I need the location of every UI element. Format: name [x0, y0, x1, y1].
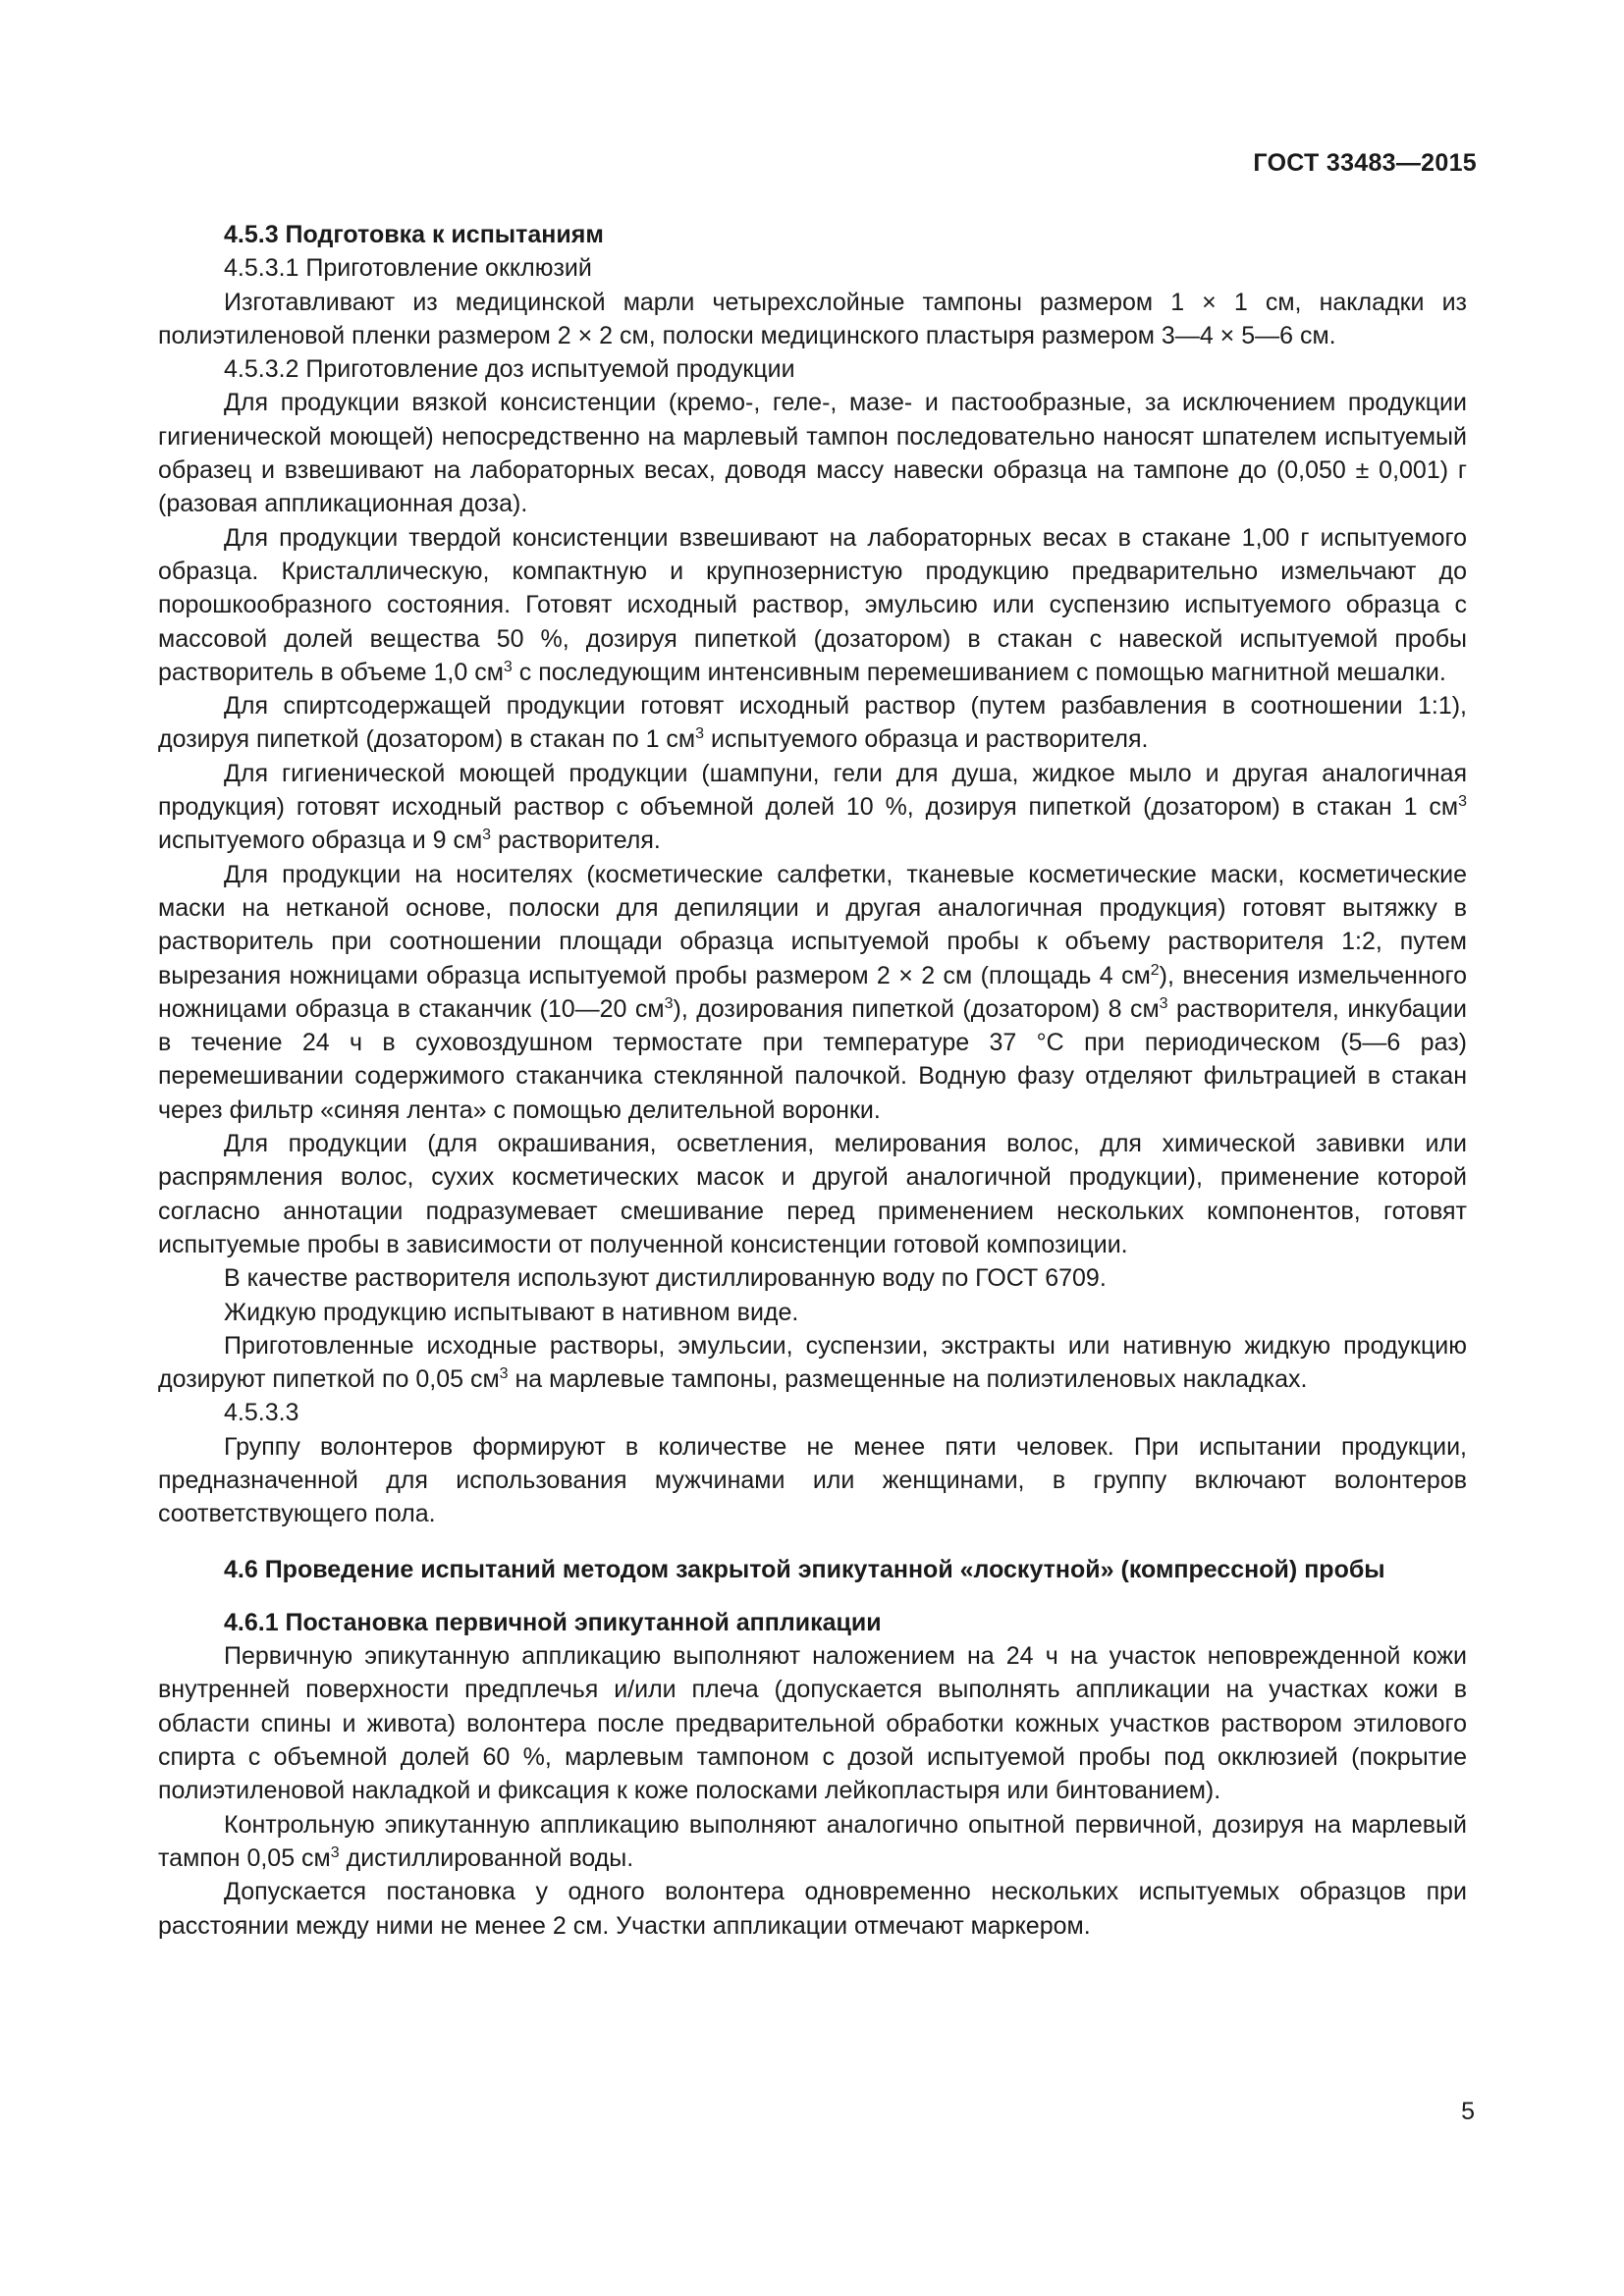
paragraph: Для продукции твердой консистенции взвешивают на лабораторных весах в стакане 1,00 г испытуемого образца. Кристаллическую, компактную и крупнозернистую продукцию предварительно измельчают до порошкообразного состояния. Готовят исходный раствор, эмульсию или суспензию испытуемого образца с массовой долей вещества 50 %, дозируя пипеткой (дозатором) в стакан с навеской испытуемой пробы растворитель в объеме 1,0 $см^3$ с последующим интенсивным перемешиванием с помощью магнитной мешалки. — [158, 523, 1467, 686]
paragraph: Жидкую продукцию испытывают в нативном виде. — [224, 1298, 799, 1326]
paragraph: Допускается постановка у одного волонтера одновременно нескольких испытуемых образцов при расстоянии между ними не менее 2 см. Участки аппликации отмечают маркером. — [158, 1878, 1467, 1940]
paragraph: 4.5.3.3 — [224, 1399, 299, 1427]
paragraph: Первичную эпикутанную аппликацию выполняют наложением на 24 ч на участок неповрежденной кожи внутренней поверхности предплечья и/или плеча (допускается выполнять аппликации на участках кожи в области спины и живота) волонтера после предварительной обработки кожных участков раствором этилового спирта с объемной долей 60 %, марлевым тампоном с дозой испытуемой пробы под окклюзией (покрытие полиэтиленовой накладкой и фиксация к коже полосками лейкопластыря или бинтованием). — [158, 1642, 1467, 1805]
subsection-heading: 4.6.1 Постановка первичной эпикутанной аппликации — [224, 1608, 882, 1636]
paragraph: Контрольную эпикутанную аппликацию выполняют аналогично опытной первичной, дозируя на марлевый тампон 0,05 $см^3$ дистиллированной воды. — [158, 1810, 1467, 1872]
paragraph: 4.5.3.1 Приготовление окклюзий — [224, 254, 592, 283]
document-code: ГОСТ 33483—2015 — [1253, 149, 1477, 177]
paragraph: Группу волонтеров формируют в количестве не менее пяти человек. При испытании продукции, предназначенной для использования мужчинами или женщинами, в группу включают волонтеров соответствующего пола. — [158, 1432, 1467, 1528]
paragraph: 4.5.3.2 Приготовление доз испытуемой продукции — [224, 355, 795, 384]
subsection-heading: 4.5.3 Подготовка к испытаниям — [224, 221, 604, 248]
section-heading: 4.6 Проведение испытаний методом закрытой эпикутанной «лоскутной» (компрессной) пробы — [224, 1555, 1385, 1583]
paragraph: Приготовленные исходные растворы, эмульсии, суспензии, экстракты или нативную жидкую продукцию дозируют пипеткой по 0,05 $см^3$ на марлевые тампоны, размещенные на полиэтиленовых накладках. — [158, 1331, 1467, 1394]
page-number: 5 — [1461, 2098, 1475, 2125]
document-body — [158, 218, 1467, 1943]
paragraph: Для продукции вязкой консистенции (кремо-, геле-, мазе- и пастообразные, за исключением продукции гигиенической моющей) непосредственно на марлевый тампон последовательно наносят шпателем испытуемый образец и взвешивают на лабораторных весах, доводя массу навески образца на тампоне до (0,050 ± 0,001) г (разовая аппликационная доза). — [158, 389, 1467, 518]
paragraph: Для продукции (для окрашивания, осветления, мелирования волос, для химической завивки или распрямления волос, сухих косметических масок и другой аналогичной продукции), применение которой согласно аннотации подразумевает смешивание перед применением нескольких компонентов, готовят испытуемые пробы в зависимости от полученной консистенции готовой композиции. — [158, 1130, 1467, 1258]
paragraph: Изготавливают из медицинской марли четырехслойные тампоны размером 1 × 1 см, накладки из полиэтиленовой пленки размером 2 × 2 см, полоски медицинского пластыря размером 3—4 × 5—6 см. — [158, 288, 1467, 349]
paragraph: В качестве растворителя используют дистиллированную воду по ГОСТ 6709. — [224, 1264, 1107, 1293]
paragraph: Для спиртсодержащей продукции готовят исходный раствор (путем разбавления в соотношении 1:1), дозируя пипеткой (дозатором) в стакан по 1 $см^3$ испытуемого образца и растворителя. — [158, 692, 1467, 754]
paragraph: Для гигиенической моющей продукции (шампуни, гели для душа, жидкое мыло и другая аналогичная продукция) готовят исходный раствор с объемной долей 10 %, дозируя пипеткой (дозатором) в стакан 1 $см^3$ испытуемого образца и 9 $см^3$ растворителя. — [158, 759, 1467, 855]
paragraph: Для продукции на носителях (косметические салфетки, тканевые косметические маски, косметические маски на нетканой основе, полоски для депиляции и другая аналогичная продукция) готовят вытяжку в растворитель при соотношении площади образца испытуемой пробы к объему растворителя 1:2, путем вырезания ножницами образца испытуемой пробы размером 2 × 2 см (площадь 4 $см^2$), внесения измельченного ножницами образца в стаканчик (10—20 $см^3$), дозирования пипеткой (дозатором) 8 $см^3$ растворителя, инкубации в течение 24 ч в суховоздушном термостате при температуре 37 °С при периодическом (5—6 раз) перемешивании содержимого стаканчика стеклянной палочкой. Водную фазу отделяют фильтрацией в стакан через фильтр «синяя лента» с помощью делительной воронки. — [158, 860, 1467, 1124]
